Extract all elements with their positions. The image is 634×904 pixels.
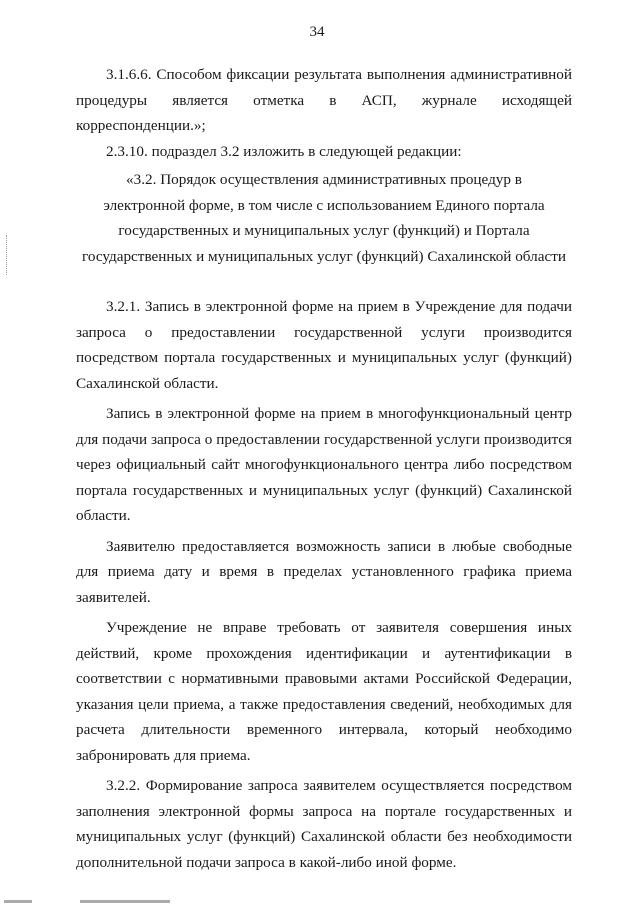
paragraph-institution-restrictions: Учреждение не вправе требовать от заявителя совершения иных действий, кроме прохождения идентификации и аутентификации в соответствии с нормативными правовыми актами Российской Федерации, указания цели приема, а также предоставления сведений, необходимых для расчета длительности временного интервала, который необходимо забронировать для приема.	[76, 619, 572, 764]
paragraph-applicant-record: Заявителю предоставляется возможность записи в любые свободные для приема дату и время в пределах установленного графика приема заявителей.	[76, 537, 572, 606]
page-number: 34	[309, 24, 325, 40]
paragraph-mfc-record: Запись в электронной форме на прием в многофункциональный центр для подачи запроса о предоставлении государственной услуги производится через официальный сайт многофункционального центра либо посредством портала государственных и муниципальных услуг (функций) Сахалинской области.	[76, 405, 572, 524]
paragraph-2-3-10: 2.3.10. подраздел 3.2 изложить в следующей редакции:	[106, 142, 462, 160]
section-heading-line: государственных и муниципальных услуг (функций) и Портала	[118, 222, 530, 239]
section-heading-line: «3.2. Порядок осуществления административных процедур в	[126, 171, 522, 188]
scan-edge-mark	[6, 235, 8, 275]
section-heading-line: государственных и муниципальных услуг (функций) Сахалинской области	[82, 247, 566, 265]
scan-bottom-artifacts	[0, 898, 634, 904]
paragraph-3-2-1: 3.2.1. Запись в электронной форме на прием в Учреждение для подачи запроса о предоставлении государственной услуги производится посредством портала государственных и муниципальных услуг (функций) Сахалинской области.	[76, 298, 572, 392]
spacer	[76, 269, 572, 294]
paragraph-3-2-2: 3.2.2. Формирование запроса заявителем осуществляется посредством заполнения электронной формы запроса на портале государственных и муниципальных услуг (функций) Сахалинской области без необходимости дополнительной подачи запроса в какой-либо иной форме.	[76, 777, 572, 871]
section-heading	[76, 167, 572, 269]
paragraph-3-1-6-6: 3.1.6.6. Способом фиксации результата выполнения административной процедуры является отметка в АСП, журнале исходящей корреспонденции.»;	[76, 66, 572, 134]
section-heading-line: электронной форме, в том числе с использованием Единого портала	[103, 196, 545, 214]
